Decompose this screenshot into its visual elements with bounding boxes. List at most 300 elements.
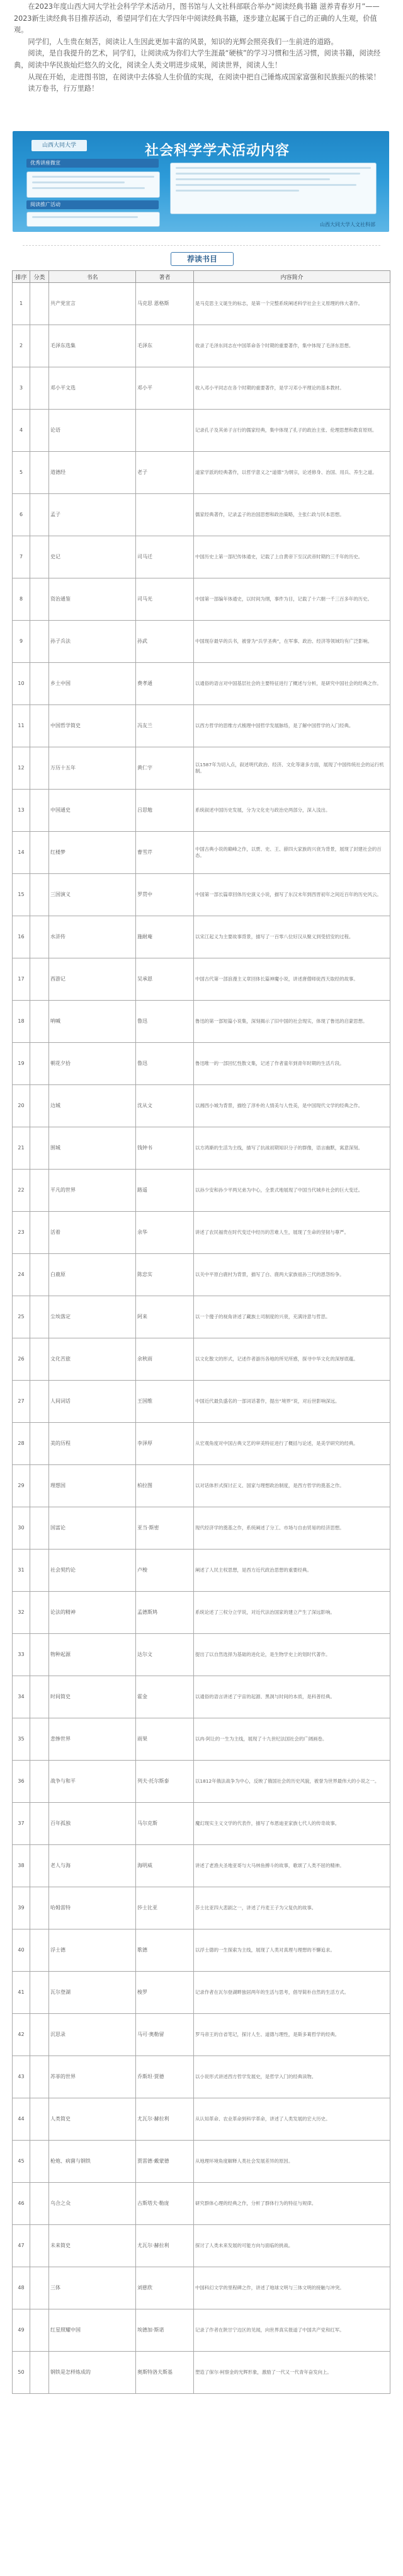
book-no: 1 (13, 283, 30, 325)
book-title: 人间词话 (49, 1381, 136, 1423)
book-summary: 中国第一部编年体通史，以时间为纲，事件为目，记载了十六朝一千三百多年的历史。 (194, 578, 390, 621)
book-title: 社会契约论 (49, 1550, 136, 1592)
book-no: 47 (13, 2225, 30, 2267)
book-category (30, 1929, 49, 1972)
book-title: 战争与和平 (49, 1761, 136, 1803)
table-row (13, 874, 390, 916)
book-category (30, 2056, 49, 2098)
book-no: 29 (13, 1465, 30, 1507)
table-row (13, 410, 390, 452)
intro-paragraph-2: 同学们，人生贵在刻苦，阅读让人生因此更加丰富的风景，知识的光辉会照亮我们一生前进的道路。 (28, 37, 338, 46)
book-no: 5 (13, 452, 30, 494)
table-row (13, 1085, 390, 1127)
book-no: 50 (13, 2352, 30, 2394)
banner-title: 社会科学学术活动内容 (145, 143, 290, 159)
book-category (30, 832, 49, 874)
book-title: 百年孤独 (49, 1803, 136, 1845)
book-summary: 以对话体形式探讨正义、国家与理想政治制度，是西方哲学的奠基之作。 (194, 1465, 390, 1507)
book-category (30, 536, 49, 578)
book-title: 边城 (49, 1085, 136, 1127)
table-row (13, 1001, 390, 1043)
book-summary: 以1812年俄法战争为中心，反映了俄国社会的历史风貌，被誉为世界最伟大的小说之一。 (194, 1761, 390, 1803)
book-category (30, 1085, 49, 1127)
book-no: 10 (13, 663, 30, 705)
table-row (13, 1127, 390, 1170)
book-no: 4 (13, 410, 30, 452)
book-author: 莎士比亚 (136, 1887, 194, 1929)
book-author: 古斯塔夫·勒庞 (136, 2183, 194, 2225)
book-summary: 收录了毛泽东同志在中国革命各个时期的重要著作，集中体现了毛泽东思想。 (194, 325, 390, 367)
book-author: 费孝通 (136, 663, 194, 705)
book-summary: 塑造了保尔·柯察金的光辉形象，激励了一代又一代青年奋发向上。 (194, 2352, 390, 2394)
book-summary: 以关中平原白鹿村为背景，描写了白、鹿两大家族祖孙三代的恩怨纷争。 (194, 1254, 390, 1296)
table-row (13, 1381, 390, 1423)
book-no: 36 (13, 1761, 30, 1803)
book-category (30, 916, 49, 958)
book-no: 12 (13, 747, 30, 790)
book-summary: 探讨了人类未来发展的可能方向与面临的挑战。 (194, 2225, 390, 2267)
book-title: 物种起源 (49, 1634, 136, 1676)
book-author: 沈从文 (136, 1085, 194, 1127)
book-no: 28 (13, 1423, 30, 1465)
book-title: 孙子兵法 (49, 621, 136, 663)
table-row (13, 790, 390, 832)
book-no: 14 (13, 832, 30, 874)
book-title: 围城 (49, 1127, 136, 1170)
book-no: 7 (13, 536, 30, 578)
book-summary: 记录孔子及其弟子言行的儒家经典，集中体现了孔子的政治主张、伦理思想和教育原则。 (194, 410, 390, 452)
book-category (30, 1634, 49, 1676)
book-title: 苏菲的世界 (49, 2056, 136, 2098)
book-title: 时间简史 (49, 1676, 136, 1718)
book-author: 毛泽东 (136, 325, 194, 367)
table-row (13, 1929, 390, 1972)
book-title: 未来简史 (49, 2225, 136, 2267)
book-no: 31 (13, 1550, 30, 1592)
book-no: 22 (13, 1170, 30, 1212)
book-category (30, 1001, 49, 1043)
intro-paragraph-3: 阅读，是自我提升的艺术，同学们，让阅读成为你们大学生涯最“硬核”的学习习惯和生活习惯，阅读书籍，阅读经典，阅读中华民族灿烂悠久的文化，阅读全人类文明进步成果，阅读世界，阅读人生！ (14, 49, 381, 69)
header-author: 著者 (136, 271, 194, 283)
intro-closing: 读万卷书，行万里路！ (28, 84, 99, 93)
table-row (13, 1170, 390, 1212)
table-row (13, 1887, 390, 1929)
book-summary: 以文化散文的形式，记述作者游历各地的所见所感，探寻中华文化的深厚底蕴。 (194, 1338, 390, 1381)
book-category (30, 874, 49, 916)
book-title: 红楼梦 (49, 832, 136, 874)
book-author: 吴承恩 (136, 958, 194, 1001)
book-no: 11 (13, 705, 30, 747)
book-title: 白鹿原 (49, 1254, 136, 1296)
book-summary: 魔幻现实主义文学的代表作，描写了布恩迪亚家族七代人的传奇故事。 (194, 1803, 390, 1845)
book-no: 6 (13, 494, 30, 536)
book-no: 41 (13, 1972, 30, 2014)
table-row (13, 1761, 390, 1803)
table-row (13, 832, 390, 874)
book-category (30, 958, 49, 1001)
book-summary: 以通俗的语言对中国基层社会的主要特征进行了概述与分析，是研究中国社会的经典之作。 (194, 663, 390, 705)
book-author: 马克思 恩格斯 (136, 283, 194, 325)
table-row (13, 325, 390, 367)
book-author: 陈忠实 (136, 1254, 194, 1296)
book-title: 老人与海 (49, 1845, 136, 1887)
table-row (13, 1212, 390, 1254)
book-author: 黄仁宇 (136, 747, 194, 790)
book-no: 15 (13, 874, 30, 916)
banner-card-2 (26, 212, 160, 227)
intro-text (14, 1, 389, 95)
book-title: 朝花夕拾 (49, 1043, 136, 1085)
book-title: 道德经 (49, 452, 136, 494)
table-row (13, 367, 390, 410)
book-author: 柏拉图 (136, 1465, 194, 1507)
table-row (13, 2014, 390, 2056)
book-title: 悲惨世界 (49, 1718, 136, 1761)
book-author: 鲁迅 (136, 1043, 194, 1085)
book-no: 33 (13, 1634, 30, 1676)
book-category (30, 2014, 49, 2056)
book-title: 枪炮、病菌与钢铁 (49, 2141, 136, 2183)
book-title: 论法的精神 (49, 1592, 136, 1634)
book-title: 美的历程 (49, 1423, 136, 1465)
book-author: 尤瓦尔·赫拉利 (136, 2098, 194, 2141)
table-row (13, 1718, 390, 1761)
book-category (30, 1550, 49, 1592)
book-no: 27 (13, 1381, 30, 1423)
table-row (13, 1423, 390, 1465)
book-title: 活着 (49, 1212, 136, 1254)
book-summary: 儒家经典著作，记录孟子的治国思想和政治策略，主张仁政与民本思想。 (194, 494, 390, 536)
header-summary: 内容简介 (194, 271, 390, 283)
book-no: 17 (13, 958, 30, 1001)
book-no: 49 (13, 2309, 30, 2352)
book-category (30, 283, 49, 325)
book-author: 亚当·斯密 (136, 1507, 194, 1550)
table-row (13, 1465, 390, 1507)
book-author: 路遥 (136, 1170, 194, 1212)
table-body (13, 283, 390, 2394)
book-category (30, 367, 49, 410)
book-author: 李泽厚 (136, 1423, 194, 1465)
book-summary: 鲁迅的第一部短篇小说集，深刻揭示了旧中国的社会现实，体现了鲁迅的启蒙思想。 (194, 1001, 390, 1043)
table-row (13, 1592, 390, 1634)
book-no: 16 (13, 916, 30, 958)
table-row (13, 1296, 390, 1338)
book-title: 呐喊 (49, 1001, 136, 1043)
book-author: 奥斯特洛夫斯基 (136, 2352, 194, 2394)
table-row (13, 452, 390, 494)
book-category (30, 1423, 49, 1465)
book-category (30, 1127, 49, 1170)
section-title: 荐读书目 (171, 252, 234, 266)
book-author: 施耐庵 (136, 916, 194, 958)
table-row (13, 536, 390, 578)
book-summary: 中国第一部长篇章回体历史演义小说，描写了东汉末年到西晋初年之间近百年的历史风云。 (194, 874, 390, 916)
book-no: 35 (13, 1718, 30, 1761)
book-title: 毛泽东选集 (49, 325, 136, 367)
book-category (30, 2352, 49, 2394)
book-summary: 以通俗的语言讲述了宇宙的起源、黑洞与时间的本质，是科普经典。 (194, 1676, 390, 1718)
book-title: 孟子 (49, 494, 136, 536)
table-row (13, 2267, 390, 2309)
table-row (13, 2352, 390, 2394)
divider-top (23, 245, 380, 246)
book-title: 沉思录 (49, 2014, 136, 2056)
table-row (13, 2183, 390, 2225)
book-summary: 从地理环境角度解释人类社会发展差异的原因。 (194, 2141, 390, 2183)
book-no: 25 (13, 1296, 30, 1338)
book-author: 乔斯坦·贾德 (136, 2056, 194, 2098)
book-category (30, 1212, 49, 1254)
book-no: 23 (13, 1212, 30, 1254)
table-row (13, 916, 390, 958)
book-author: 余华 (136, 1212, 194, 1254)
book-author: 马可·奥勒留 (136, 2014, 194, 2056)
book-summary: 阐述了人民主权思想，是西方近代政治思想的重要经典。 (194, 1550, 390, 1592)
book-author: 钱钟书 (136, 1127, 194, 1170)
book-category (30, 1845, 49, 1887)
book-category (30, 1465, 49, 1507)
book-category (30, 494, 49, 536)
book-no: 43 (13, 2056, 30, 2098)
book-author: 冯友兰 (136, 705, 194, 747)
book-summary: 以宋江起义为主要故事背景，描写了一百零八位好汉从聚义到受招安的过程。 (194, 916, 390, 958)
activity-banner (13, 131, 389, 232)
book-author: 卢梭 (136, 1550, 194, 1592)
book-no: 37 (13, 1803, 30, 1845)
book-title: 水浒传 (49, 916, 136, 958)
book-author: 邓小平 (136, 367, 194, 410)
book-summary: 以小说形式讲述西方哲学发展史，是哲学入门的经典读物。 (194, 2056, 390, 2098)
book-author: 海明威 (136, 1845, 194, 1887)
book-summary: 中国古代第一部浪漫主义章回体长篇神魔小说，讲述唐僧师徒西天取经的故事。 (194, 958, 390, 1001)
table-row (13, 578, 390, 621)
book-title: 资治通鉴 (49, 578, 136, 621)
book-author: 王国维 (136, 1381, 194, 1423)
book-title: 人类简史 (49, 2098, 136, 2141)
book-category (30, 1507, 49, 1550)
book-summary: 中国现存最早的兵书，被誉为“兵学圣典”，在军事、政治、经济等领域均有广泛影响。 (194, 621, 390, 663)
book-summary: 从认知革命、农业革命到科学革命，讲述了人类发展的宏大历史。 (194, 2098, 390, 2141)
book-title: 哈姆雷特 (49, 1887, 136, 1929)
book-title: 理想国 (49, 1465, 136, 1507)
book-category (30, 1803, 49, 1845)
table-row (13, 494, 390, 536)
banner-bar-2: 阅读推广活动 (26, 200, 159, 209)
book-no: 19 (13, 1043, 30, 1085)
book-title: 西游记 (49, 958, 136, 1001)
book-category (30, 452, 49, 494)
book-category (30, 578, 49, 621)
book-title: 红星照耀中国 (49, 2309, 136, 2352)
book-summary: 从宏观角度对中国古典文艺的审美特征进行了概括与论述，是美学研究的经典。 (194, 1423, 390, 1465)
book-no: 40 (13, 1929, 30, 1972)
book-title: 邓小平文选 (49, 367, 136, 410)
book-category (30, 2267, 49, 2309)
header-no: 排序 (13, 271, 30, 283)
book-summary: 道家学派的经典著作，以哲学意义之“道德”为纲宗，论述修身、治国、用兵、养生之道。 (194, 452, 390, 494)
book-author: 余秋雨 (136, 1338, 194, 1381)
book-category (30, 1887, 49, 1929)
table-row (13, 621, 390, 663)
header-title: 书名 (49, 271, 136, 283)
book-no: 44 (13, 2098, 30, 2141)
university-logo: 山西大同大学 (31, 140, 87, 151)
book-title: 乡土中国 (49, 663, 136, 705)
intro-paragraph-4: 从现在开始，走进图书馆，在阅读中去体验人生价值的实现，在阅读中把自己锤炼成国家富强和民族振兴的栋梁！ (28, 72, 380, 81)
book-title: 三国演义 (49, 874, 136, 916)
book-no: 46 (13, 2183, 30, 2225)
book-category (30, 705, 49, 747)
book-author: 孙武 (136, 621, 194, 663)
book-summary: 记录作者在瓦尔登湖畔独居两年的生活与思考，倡导简朴自然的生活方式。 (194, 1972, 390, 2014)
book-title: 论语 (49, 410, 136, 452)
book-author (136, 494, 194, 536)
book-no: 48 (13, 2267, 30, 2309)
book-no: 45 (13, 2141, 30, 2183)
book-category (30, 1718, 49, 1761)
book-author: 达尔文 (136, 1634, 194, 1676)
book-summary: 以西方哲学的思维方式梳理中国哲学发展脉络，是了解中国哲学的入门经典。 (194, 705, 390, 747)
book-author: 雨果 (136, 1718, 194, 1761)
banner-card-3 (170, 163, 377, 214)
book-category (30, 1254, 49, 1296)
book-category (30, 2098, 49, 2141)
table-row (13, 1507, 390, 1550)
book-category (30, 1592, 49, 1634)
book-author: 马尔克斯 (136, 1803, 194, 1845)
book-table-wrap (12, 270, 390, 2394)
book-author: 尤瓦尔·赫拉利 (136, 2225, 194, 2267)
book-author: 吕思勉 (136, 790, 194, 832)
table-row (13, 2309, 390, 2352)
book-no: 13 (13, 790, 30, 832)
table-row (13, 283, 390, 325)
book-summary: 中国科幻文学的里程碑之作，讲述了地球文明与三体文明的接触与冲突。 (194, 2267, 390, 2309)
book-author: 曹雪芹 (136, 832, 194, 874)
book-summary: 以浮士德的一生探索为主线，展现了人类对真理与理想的不懈追求。 (194, 1929, 390, 1972)
book-title: 万历十五年 (49, 747, 136, 790)
book-title: 中国哲学简史 (49, 705, 136, 747)
book-category (30, 663, 49, 705)
book-author: 老子 (136, 452, 194, 494)
book-summary: 莎士比亚四大悲剧之一，讲述了丹麦王子为父复仇的故事。 (194, 1887, 390, 1929)
table-row (13, 1550, 390, 1592)
book-category (30, 325, 49, 367)
book-title: 平凡的世界 (49, 1170, 136, 1212)
book-category (30, 1676, 49, 1718)
book-author: 埃德加·斯诺 (136, 2309, 194, 2352)
book-no: 21 (13, 1127, 30, 1170)
table-row (13, 2225, 390, 2267)
book-summary: 系统叙述中国历史发展，分为文化史与政治史两部分，深入浅出。 (194, 790, 390, 832)
book-category (30, 2141, 49, 2183)
book-category (30, 1170, 49, 1212)
table-row (13, 1634, 390, 1676)
book-title: 浮士德 (49, 1929, 136, 1972)
book-summary: 以一个傻子的视角讲述了藏族土司制度的兴衰，充满诗意与哲思。 (194, 1296, 390, 1338)
book-table (12, 270, 390, 2394)
table-row (13, 2098, 390, 2141)
header-category: 分类 (30, 271, 49, 283)
banner-bar-1: 优秀讲座微宣 (26, 159, 159, 168)
book-no: 20 (13, 1085, 30, 1127)
table-row (13, 1972, 390, 2014)
intro-paragraph-1: 在2023年度山西大同大学社会科学学术活动月，图书馆与人文社科部联合举办“阅读经典书籍 滋养青春岁月”——2023新生读经典书目推荐活动，希望同学们在大学四年中阅读经典书籍，逐步建立起属于自己的正确的人生观，价值观。 (14, 3, 380, 35)
book-category (30, 1338, 49, 1381)
book-author: 司马迁 (136, 536, 194, 578)
banner-footer: 山西大同大学人文社科部 (320, 222, 375, 227)
book-summary: 以湘西小城为背景，描绘了淳朴的人情美与人性美，是中国现代文学的经典之作。 (194, 1085, 390, 1127)
book-no: 32 (13, 1592, 30, 1634)
book-category (30, 2225, 49, 2267)
book-category (30, 747, 49, 790)
book-category (30, 1761, 49, 1803)
book-summary: 收入邓小平同志在各个时期的重要著作，是学习邓小平理论的基本教材。 (194, 367, 390, 410)
table-header-row (13, 271, 390, 283)
book-summary: 罗马帝王的自省笔记，探讨人生、道德与理性，是斯多葛哲学的经典。 (194, 2014, 390, 2056)
book-summary: 中国近代最负盛名的一部词话著作，提出“境界”说，对后世影响深远。 (194, 1381, 390, 1423)
table-row (13, 1676, 390, 1718)
book-summary: 讲述了老渔夫圣地亚哥与大马林鱼搏斗的故事，歌颂了人类不屈的精神。 (194, 1845, 390, 1887)
table-row (13, 1043, 390, 1085)
book-category (30, 790, 49, 832)
table-row (13, 2141, 390, 2183)
table-row (13, 2056, 390, 2098)
table-row (13, 1254, 390, 1296)
book-summary: 研究群体心理的经典之作，分析了群体行为的特征与规律。 (194, 2183, 390, 2225)
table-row (13, 958, 390, 1001)
book-no: 24 (13, 1254, 30, 1296)
book-author: 贾雷德·戴蒙德 (136, 2141, 194, 2183)
book-category (30, 1043, 49, 1085)
book-no: 30 (13, 1507, 30, 1550)
book-summary: 记录了作者在陕甘宁边区的见闻，向世界真实报道了中国共产党和红军。 (194, 2309, 390, 2352)
book-title: 共产党宣言 (49, 283, 136, 325)
book-summary: 是马克思主义诞生的标志，是第一个完整系统阐述科学社会主义原理的伟大著作。 (194, 283, 390, 325)
book-summary: 中国历史上第一部纪传体通史，记载了上自黄帝下至汉武帝时期约三千年的历史。 (194, 536, 390, 578)
book-title: 中国通史 (49, 790, 136, 832)
book-category (30, 621, 49, 663)
book-summary: 提出了以自然选择为基础的进化论，是生物学史上的划时代著作。 (194, 1634, 390, 1676)
book-category (30, 2309, 49, 2352)
book-no: 2 (13, 325, 30, 367)
book-summary: 以1587年为切入点，叙述明代政治、经济、文化等诸多方面，展现了中国传统社会的运行机制。 (194, 747, 390, 790)
book-summary: 鲁迅唯一的一部回忆性散文集，记述了作者童年到青年时期的生活片段。 (194, 1043, 390, 1085)
book-no: 18 (13, 1001, 30, 1043)
book-title: 钢铁是怎样炼成的 (49, 2352, 136, 2394)
book-author: 列夫·托尔斯泰 (136, 1761, 194, 1803)
table-row (13, 1803, 390, 1845)
book-no: 9 (13, 621, 30, 663)
book-author: 孟德斯鸠 (136, 1592, 194, 1634)
book-category (30, 1381, 49, 1423)
table-row (13, 1338, 390, 1381)
book-title: 三体 (49, 2267, 136, 2309)
book-author: 阿来 (136, 1296, 194, 1338)
book-title: 尘埃落定 (49, 1296, 136, 1338)
book-no: 8 (13, 578, 30, 621)
table-row (13, 663, 390, 705)
book-summary: 以孙少安和孙少平两兄弟为中心，全景式地展现了中国当代城乡社会的巨大变迁。 (194, 1170, 390, 1212)
book-author (136, 410, 194, 452)
book-summary: 中国古典小说的巅峰之作，以贾、史、王、薛四大家族的兴衰为背景，展现了封建社会的百态。 (194, 832, 390, 874)
table-row (13, 1845, 390, 1887)
book-author: 歌德 (136, 1929, 194, 1972)
book-author: 梭罗 (136, 1972, 194, 2014)
book-author: 鲁迅 (136, 1001, 194, 1043)
book-author: 罗贯中 (136, 874, 194, 916)
